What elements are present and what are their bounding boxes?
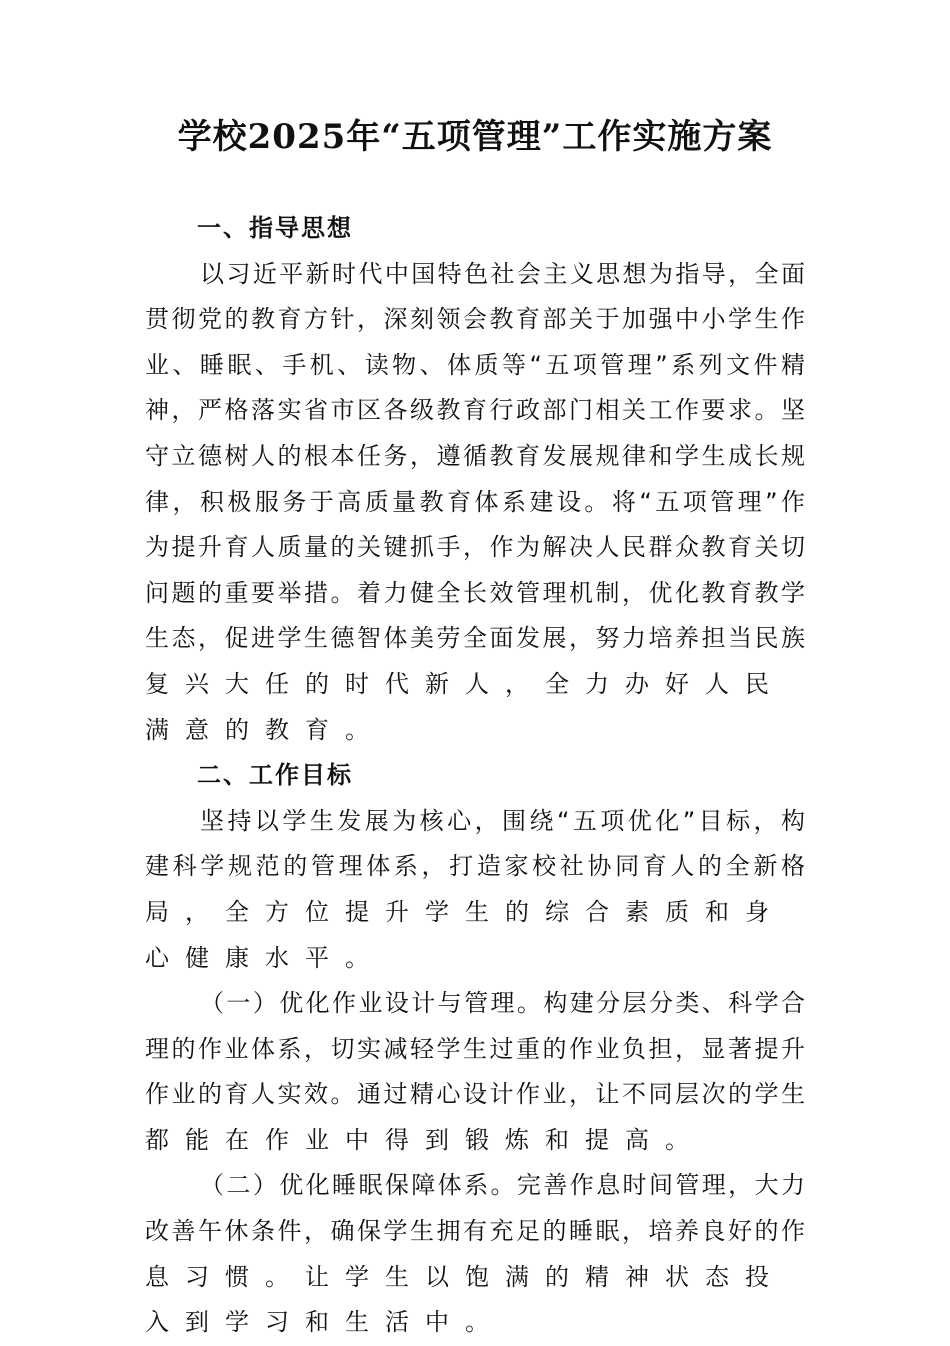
paragraph-line: 神，严格落实省市区各级教育行政部门相关工作要求。坚 <box>145 396 805 425</box>
paragraph-line: （一）优化作业设计与管理。构建分层分类、科学合 <box>200 989 805 1018</box>
paragraph-line: 为提升育人质量的关键抓手，作为解决人民群众教育关切 <box>145 533 805 562</box>
document-body <box>145 206 805 1346</box>
paragraph-line: 理的作业体系，切实减轻学生过重的作业负担，显著提升 <box>145 1034 805 1063</box>
paragraph-line: （二）优化睡眠保障体系。完善作息时间管理，大力 <box>200 1171 805 1200</box>
paragraph-line: 局，全方位提升学生的综合素质和身心健康水平。 <box>145 897 785 972</box>
paragraph-line: 业、睡眠、手机、读物、体质等“五项管理”系列文件精 <box>145 350 805 379</box>
paragraph-line: 生态，促进学生德智体美劳全面发展，努力培养担当民族 <box>145 624 805 653</box>
paragraph-line: 复兴大任的时代新人，全力办好人民满意的教育。 <box>145 669 785 744</box>
paragraph-line: 贯彻党的教育方针，深刻领会教育部关于加强中小学生作 <box>145 305 805 334</box>
paragraph-line: 以习近平新时代中国特色社会主义思想为指导，全面 <box>200 259 805 288</box>
paragraph-line: 作业的育人实效。通过精心设计作业，让不同层次的学生 <box>145 1080 805 1109</box>
section-heading: 二、工作目标 <box>197 761 353 790</box>
document-title: 学校2025年“五项管理”工作实施方案 <box>177 117 773 157</box>
paragraph-line: 都能在作业中得到锻炼和提高。 <box>145 1125 705 1154</box>
paragraph-line: 守立德树人的根本任务，遵循教育发展规律和学生成长规 <box>145 441 805 470</box>
paragraph-line: 坚持以学生发展为核心，围绕“五项优化”目标，构 <box>200 806 805 835</box>
paragraph-line: 律，积极服务于高质量教育体系建设。将“五项管理”作 <box>145 487 805 516</box>
paragraph-line: 息习惯。让学生以饱满的精神状态投入到学习和生活中。 <box>145 1262 785 1337</box>
paragraph-line: 问题的重要举措。着力健全长效管理机制，优化教育教学 <box>145 578 805 607</box>
section-heading: 一、指导思想 <box>197 214 353 242</box>
paragraph-line: 建科学规范的管理体系，打造家校社协同育人的全新格 <box>145 852 805 881</box>
paragraph-line: 改善午休条件，确保学生拥有充足的睡眠，培养良好的作 <box>145 1217 805 1246</box>
